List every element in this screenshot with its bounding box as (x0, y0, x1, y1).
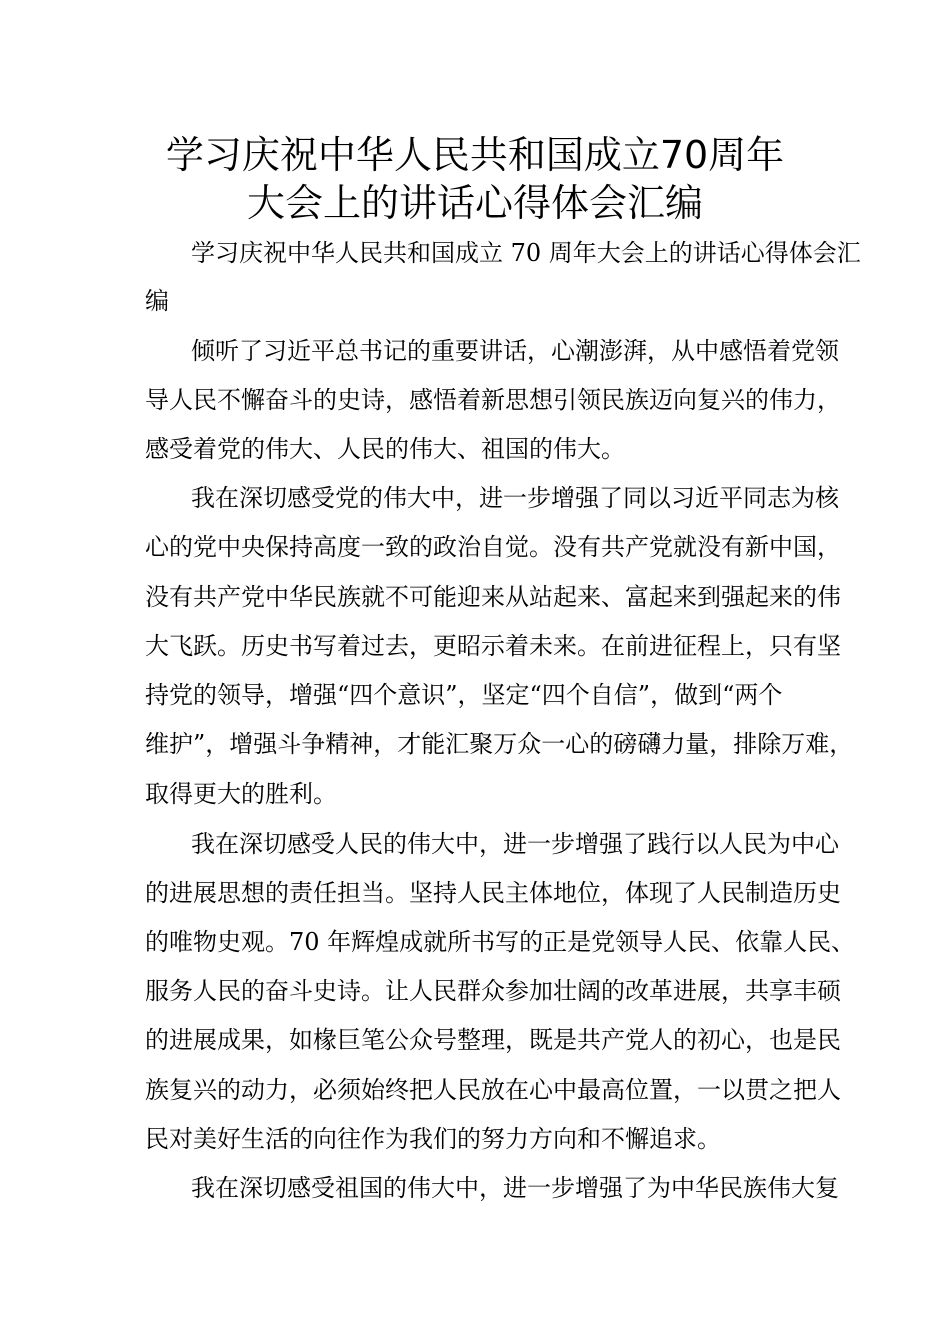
paragraph-line: 大飞跃。历史书写着过去，更昭示着未来。在前进征程上，只有坚 (145, 632, 841, 660)
paragraph-line: 服务人民的奋斗史诗。让人民群众参加壮阔的改革进展，共享丰硕 (145, 977, 841, 1005)
paragraph-line: 没有共产党中华民族就不可能迎来从站起来、富起来到强起来的伟 (145, 583, 841, 611)
paragraph-line: 我在深切感受祖国的伟大中，进一步增强了为中华民族伟大复 (191, 1174, 839, 1202)
paragraph-line: 感受着党的伟大、人民的伟大、祖国的伟大。 (145, 435, 625, 463)
paragraph-line: 的进展成果，如椽巨笔公众号整理，既是共产党人的初心，也是民 (145, 1026, 841, 1054)
paragraph-line: 持党的领导，增强“四个意识”，坚定“四个自信”，做到“两个 (145, 681, 783, 709)
paragraph-line: 编 (145, 287, 169, 315)
paragraph-line: 族复兴的动力，必须始终把人民放在心中最高位置，一以贯之把人 (145, 1076, 841, 1104)
paragraph-line: 我在深切感受人民的伟大中，进一步增强了践行以人民为中心 (191, 830, 839, 858)
paragraph-line: 倾听了习近平总书记的重要讲话，心潮澎湃，从中感悟着党领 (191, 337, 839, 365)
paragraph-line: 我在深切感受党的伟大中，进一步增强了同以习近平同志为核 (191, 484, 839, 512)
paragraph-line: 的唯物史观。70 年辉煌成就所书写的正是党领导人民、依靠人民、 (145, 928, 856, 956)
paragraph-line: 学习庆祝中华人民共和国成立 70 周年大会上的讲话心得体会汇 (191, 239, 861, 267)
document-title-line-2: 大会上的讲话心得体会汇编 (246, 181, 703, 225)
paragraph-line: 心的党中央保持高度一致的政治自觉。没有共产党就没有新中国， (145, 533, 841, 561)
paragraph-line: 民对美好生活的向往作为我们的努力方向和不懈追求。 (145, 1125, 721, 1153)
paragraph-line: 取得更大的胜利。 (145, 780, 337, 808)
paragraph-line: 维护”，增强斗争精神，才能汇聚万众一心的磅礴力量，排除万难， (145, 730, 854, 758)
document-title-line-1: 学习庆祝中华人民共和国成立70周年 (165, 133, 785, 177)
paragraph-line: 导人民不懈奋斗的史诗，感悟着新思想引领民族迈向复兴的伟力， (145, 386, 841, 414)
paragraph-line: 的进展思想的责任担当。坚持人民主体地位，体现了人民制造历史 (145, 879, 841, 907)
